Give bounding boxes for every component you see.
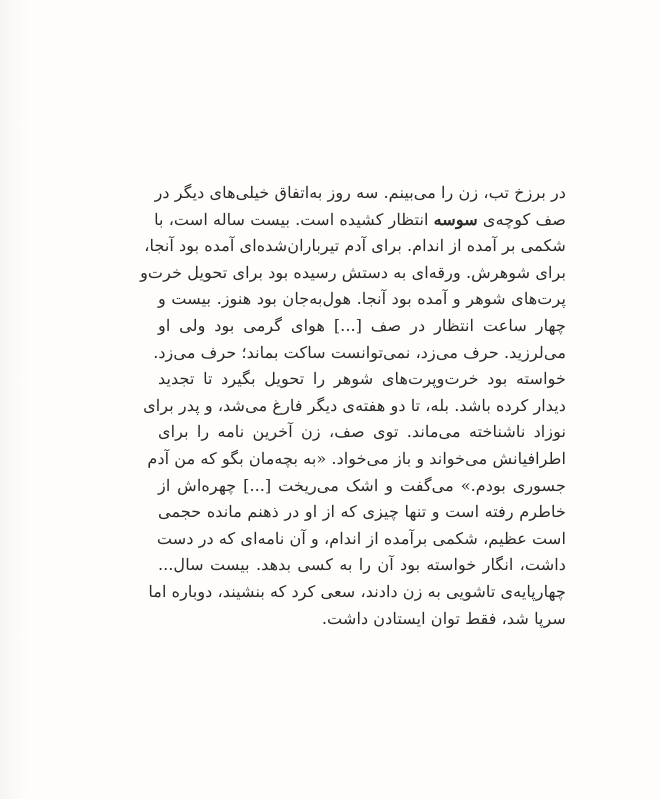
text-line-17: سرپا شد، فقط توان ایستادن داشت. (321, 608, 566, 628)
text-line-5: پرت‌های شوهر و آمده بود آنجا. هول‌به‌جان بود هنوز. بیست و (158, 289, 566, 309)
text-line-10: نوزاد ناشناخته می‌ماند. توی صف، زن آخرین نامه را برای (158, 422, 566, 442)
text-line-4: برای شوهرش. ورقه‌ای به دستش رسیده بود برای تحویل خرت‌و (140, 262, 566, 282)
paragraph (140, 180, 566, 632)
text-line-13: خاطرم رفته است و تنها چیزی که از او در ذهنم مانده حجمی (158, 502, 566, 522)
text-line-2-end: انتظار کشیده است. بیست ساله است، با (154, 209, 434, 229)
text-line-16: چهارپایه‌ی تاشویی به زن دادند، سعی کرد که بنشیند، دوباره اما (148, 581, 566, 601)
text-line-11: اطرافیانش می‌خواند و باز می‌خواد. «به بچه‌مان بگو که من آدم (147, 448, 566, 468)
text-line-9: دیدار کرده باشد. بله، تا دو هفته‌ی دیگر فارغ می‌شد، و پدر برای (143, 395, 566, 415)
text-line-3: شکمی بر آمده از اندام. برای آدم تیرباران‌شده‌ای آمده بود آنجا، (144, 236, 566, 256)
text-line-12: جسوری بودم.» می‌گفت و اشک می‌ریخت [...] چهره‌اش از (158, 475, 566, 495)
text-line-7: می‌لرزید. حرف می‌زد، نمی‌توانست ساکت بماند؛ حرف می‌زد. (153, 342, 566, 362)
text-line-14: است عظیم، شکمی برآمده از اندام، و آن نامه‌ای که در دست (156, 528, 566, 548)
text-line-1: در برزخ تب، زن را می‌بینم. سه روز به‌اتفاق خیلی‌های دیگر در (154, 183, 566, 202)
text-line-2-start: صف کوچه‌ی (477, 209, 566, 229)
text-line-2 (154, 207, 566, 234)
text-line-6: چهار ساعت انتظار در صف [...] هوای گرمی بود ولی او (158, 315, 566, 335)
text-line-15: داشت، انگار خواسته بود آن را به کسی بدهد. بیست سال... (158, 555, 566, 575)
emphasized-word: سوسه (433, 209, 478, 229)
text-line-8: خواسته بود خرت‌وپرت‌های شوهر را تحویل بگیرد تا تجدید (158, 369, 566, 389)
